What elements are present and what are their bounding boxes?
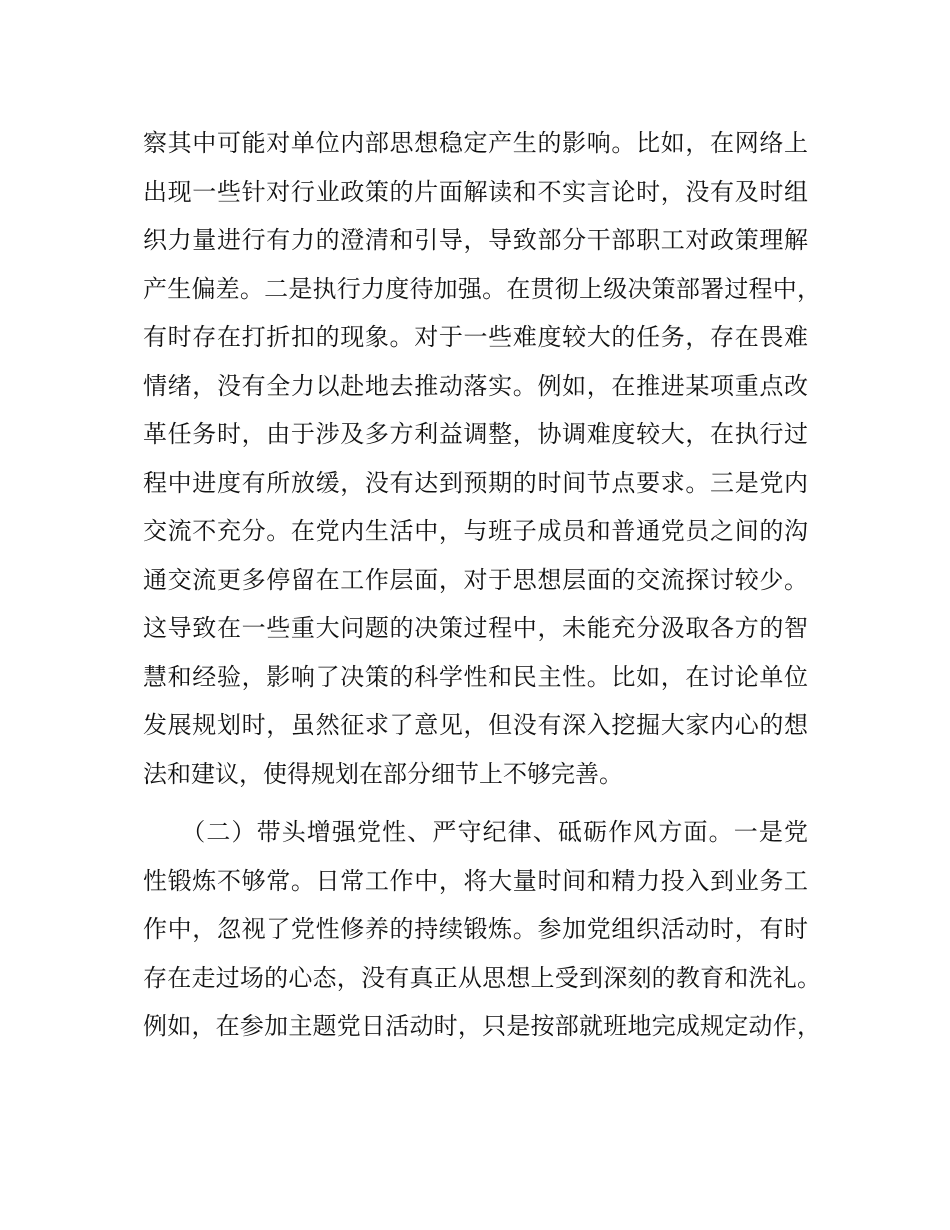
text-line: 程中进度有所放缓，没有达到预期的时间节点要求。三是党内: [143, 468, 808, 497]
text-line: 法和建议，使得规划在部分细节上不够完善。: [143, 759, 623, 788]
text-line: 织力量进行有力的澄清和引导，导致部分干部职工对政策理解: [143, 226, 808, 254]
text-line: （二）带头增强党性、严守纪律、砥砺作风方面。一是党: [143, 818, 808, 846]
text-line: 交流不充分。在党内生活中，与班子成员和普通党员之间的沟: [143, 517, 808, 545]
text-line: 通交流更多停留在工作层面，对于思想层面的交流探讨较少。: [143, 565, 808, 594]
document-page: [143, 119, 821, 1051]
text-line: 这导致在一些重大问题的决策过程中，未能充分汲取各方的智: [143, 614, 808, 642]
text-line: 性锻炼不够常。日常工作中，将大量时间和精力投入到业务工: [143, 866, 808, 895]
paragraph-1: [143, 119, 821, 798]
text-line: 例如，在参加主题党日活动时，只是按部就班地完成规定动作，: [143, 1012, 821, 1040]
text-line: 情绪，没有全力以赴地去推动落实。例如，在推进某项重点改: [143, 371, 808, 400]
text-line: 作中，忽视了党性修养的持续锻炼。参加党组织活动时，有时: [143, 915, 808, 943]
text-line: 察其中可能对单位内部思想稳定产生的影响。比如，在网络上: [143, 129, 808, 157]
text-line: 产生偏差。二是执行力度待加强。在贯彻上级决策部署过程中，: [143, 274, 821, 303]
text-line: 发展规划时，虽然征求了意见，但没有深入挖掘大家内心的想: [143, 711, 808, 739]
text-line: 革任务时，由于涉及多方利益调整，协调难度较大，在执行过: [143, 420, 808, 448]
paragraph-2: [143, 808, 821, 1051]
text-line: 有时存在打折扣的现象。对于一些难度较大的任务，存在畏难: [143, 323, 808, 351]
text-line: 存在走过场的心态，没有真正从思想上受到深刻的教育和洗礼。: [143, 963, 821, 992]
text-line: 出现一些针对行业政策的片面解读和不实言论时，没有及时组: [143, 177, 808, 206]
text-line: 慧和经验，影响了决策的科学性和民主性。比如，在讨论单位: [143, 662, 808, 691]
